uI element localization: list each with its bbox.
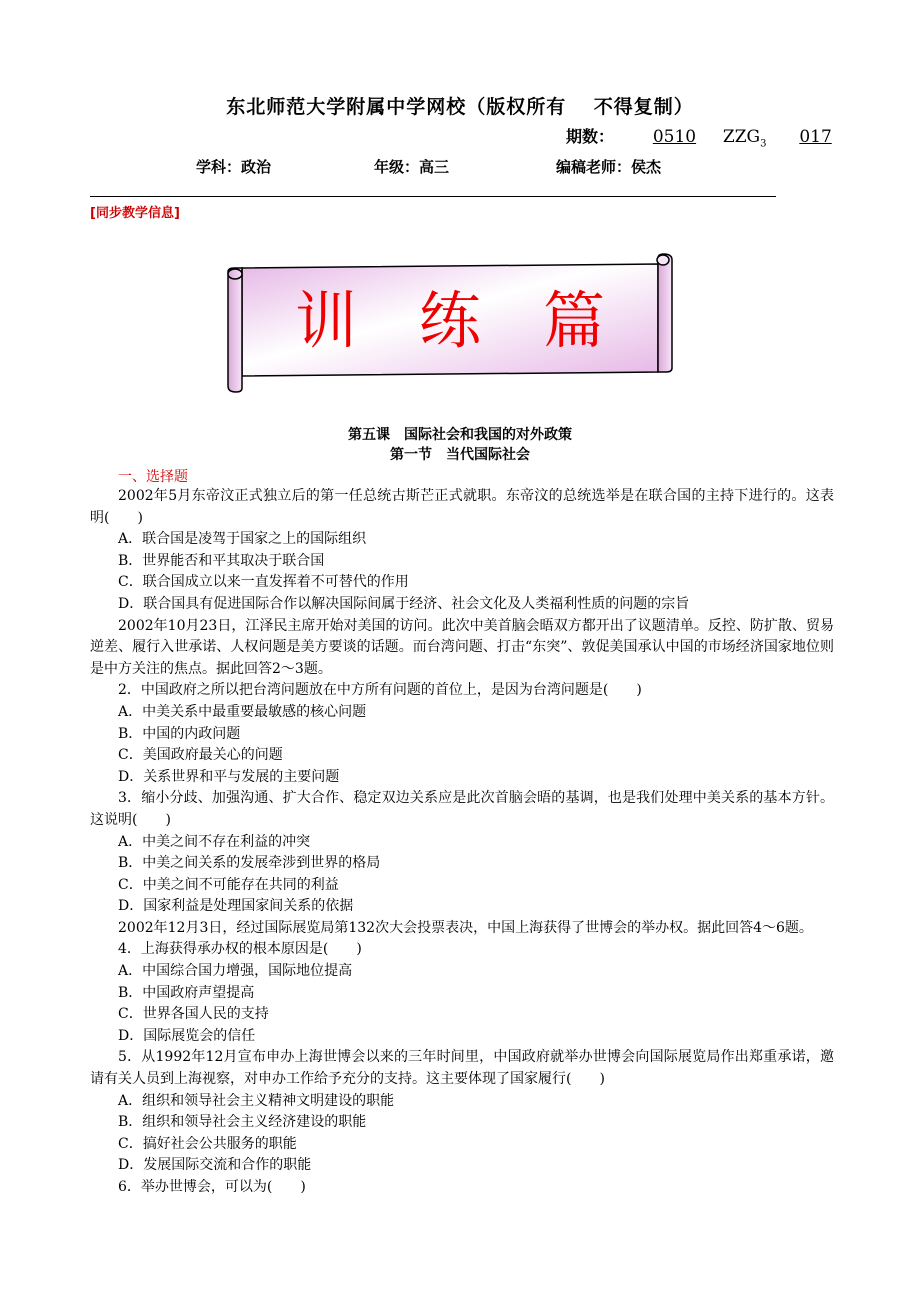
sync-teaching-tag: [同步教学信息] [90,206,180,221]
issue-code-c: 017 [799,127,832,147]
answer-option: A．中美之间不存在利益的冲突 [118,833,311,850]
answer-option: B．中美之间关系的发展牵涉到世界的格局 [118,855,381,872]
question-stem: 2002年12月3日，经过国际展览局第132次大会投票表决，中国上海获得了世博会的举办权。据此回答4～6题。 [118,919,813,936]
page-header-title: 东北师范大学附属中学网校（版权所有 不得复制） [226,96,694,118]
issue-number [566,124,832,149]
scroll-banner [222,250,676,396]
answer-option: D．发展国际交流和合作的职能 [118,1157,312,1174]
answer-option: D．国家利益是处理国家间关系的依据 [118,898,354,915]
answer-option: D．关系世界和平与发展的主要问题 [118,768,340,785]
issue-code-b: ZZG [722,127,761,147]
issue-code-a: 0510 [652,127,697,147]
answer-option: A．中国综合国力增强，国际地位提高 [118,963,353,980]
answer-option: C．搞好社会公共服务的职能 [118,1135,297,1152]
answer-option: C．美国政府最关心的问题 [118,747,283,764]
header-divider [90,196,776,197]
answer-option: A．联合国是凌驾于国家之上的国际组织 [118,531,367,548]
question-stem: 2002年5月东帝汶正式独立后的第一任总统古斯芒正式就职。东帝汶的总统选举是在联合国的主持下进行的。这表明( ) [90,488,834,526]
section-title: 第一节 当代国际社会 [390,447,530,463]
answer-option: D．联合国具有促进国际合作以解决国际间属于经济、社会文化及人类福利性质的问题的宗旨 [118,595,690,612]
question-stem: 2002年10月23日，江泽民主席开始对美国的访问。此次中美首脑会晤双方都开出了议题清单。反控、防扩散、贸易逆差、履行入世承诺、人权问题是美方要谈的话题。而台湾问题、打击“东突”、敦促美国承认中国的市场经济国家地位则是中方关注的焦点。据此回答2～3题。 [90,617,834,677]
answer-option: C．联合国成立以来一直发挥着不可替代的作用 [118,574,409,591]
answer-option: C．中美之间不可能存在共同的利益 [118,876,339,893]
editor-label: 编稿老师：侯杰 [556,158,662,176]
answer-option: B．中国的内政问题 [118,725,241,742]
grade-label: 年级：高三 [374,158,450,176]
answer-option: B．组织和领导社会主义经济建设的职能 [118,1114,367,1131]
question-section-label: 一、选择题 [118,469,188,485]
issue-code-sub: 3 [760,138,767,150]
question-stem: 4．上海获得承办权的根本原因是( ) [118,941,362,958]
subject-label: 学科：政治 [196,158,272,176]
question-stem: 2．中国政府之所以把台湾问题放在中方所有问题的首位上，是因为台湾问题是( ) [118,682,642,699]
answer-option: D．国际展览会的信任 [118,1027,256,1044]
answer-option: B．中国政府声望提高 [118,984,255,1001]
question-stem: 5．从1992年12月宣布申办上海世博会以来的三年时间里，中国政府就举办世博会向国际展览局作出郑重承诺，邀请有关人员到上海视察，对申办工作给予充分的支持。这主要体现了国家履行( ) [90,1049,834,1088]
lesson-title: 第五课 国际社会和我国的对外政策 [348,427,572,443]
answer-option: A．组织和领导社会主义精神文明建设的职能 [118,1092,395,1109]
scroll-banner-icon [222,250,676,396]
banner-text: 训 练 篇 [294,284,606,357]
issue-label: 期数： [566,127,615,146]
answer-option: C．世界各国人民的支持 [118,1006,269,1023]
question-list [90,486,834,1199]
answer-option: A．中美关系中最重要最敏感的核心问题 [118,703,367,720]
answer-option: B．世界能否和平其取决于联合国 [118,552,325,569]
question-stem: 3．缩小分歧、加强沟通、扩大合作、稳定双边关系应是此次首脑会晤的基调，也是我们处理中美关系的基本方针。这说明( ) [90,790,834,828]
question-stem: 6．举办世博会，可以为( ) [118,1179,306,1195]
